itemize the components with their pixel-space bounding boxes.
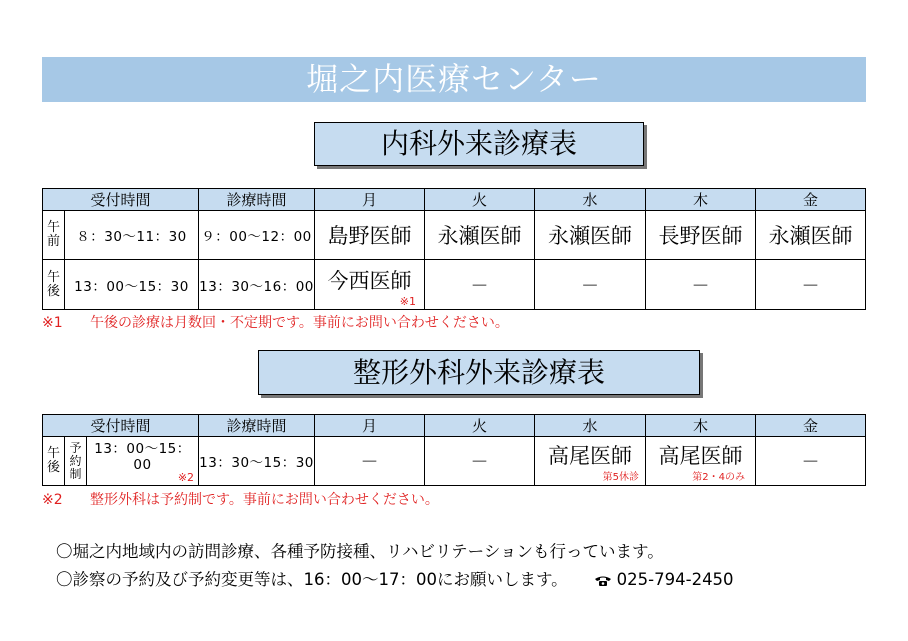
footnote-mark: ※2 xyxy=(42,492,63,508)
internal-medicine-schedule-table xyxy=(42,188,866,310)
header-consult: 診療時間 xyxy=(199,415,315,437)
phone-number[interactable]: 025-794-2450 xyxy=(616,570,734,589)
mon-doctor-cell xyxy=(315,260,425,310)
header-fri: 金 xyxy=(756,189,866,211)
mon-doctor: 今西医師 xyxy=(327,268,412,293)
thu-doctor: 長野医師 xyxy=(646,211,756,260)
info-line-visiting: 〇堀之内地域内の訪問診療、各種予防接種、リハビリテーションも行っています。 xyxy=(56,542,664,561)
orthopedics-title: 整形外科外来診療表 xyxy=(258,350,700,395)
mon-doctor: 島野医師 xyxy=(315,211,425,260)
consult-time: 13：30～16：00 xyxy=(199,260,315,310)
fri-doctor: － xyxy=(756,437,866,486)
tue-doctor: － xyxy=(425,260,535,310)
center-name-banner: 堀之内医療センター xyxy=(42,57,866,102)
thu-doctor: － xyxy=(646,260,756,310)
period-pm-label: 午 後 xyxy=(43,437,65,486)
table-row xyxy=(43,260,866,310)
reservation-label: 予 約 制 xyxy=(65,437,87,486)
fri-doctor: － xyxy=(756,260,866,310)
header-reception: 受付時間 xyxy=(43,415,199,437)
tue-doctor: － xyxy=(425,437,535,486)
mon-note: ※1 xyxy=(399,295,417,308)
footnote-2 xyxy=(42,489,439,509)
footnote-mark: ※1 xyxy=(42,315,63,331)
consult-time: ９：00～12：00 xyxy=(199,211,315,260)
tue-doctor: 永瀬医師 xyxy=(425,211,535,260)
wed-doctor: 永瀬医師 xyxy=(535,211,646,260)
thu-doctor: 高尾医師 xyxy=(658,444,743,468)
fri-doctor: 永瀬医師 xyxy=(756,211,866,260)
reception-note: ※2 xyxy=(177,471,195,484)
phone-number-group xyxy=(594,570,734,589)
wed-note: 第5休診 xyxy=(602,472,640,483)
table-row xyxy=(43,437,866,486)
wed-doctor: － xyxy=(535,260,646,310)
reception-time: 13：00～15：30 xyxy=(65,260,199,310)
table-header-row xyxy=(43,415,866,437)
table-row xyxy=(43,211,866,260)
header-thu: 木 xyxy=(646,189,756,211)
wed-doctor: 高尾医師 xyxy=(548,444,633,468)
mon-doctor: － xyxy=(315,437,425,486)
period-pm-label: 午 後 xyxy=(43,260,65,310)
consult-time: 13：30～15：30 xyxy=(199,437,315,486)
header-fri: 金 xyxy=(756,415,866,437)
reception-time: 13：00～15：00 xyxy=(94,441,191,473)
internal-medicine-title: 内科外来診療表 xyxy=(314,122,644,166)
thu-note: 第2・4のみ xyxy=(692,472,746,483)
header-wed: 水 xyxy=(535,189,646,211)
footnote-text: 午後の診療は月数回・不定期です。事前にお問い合わせください。 xyxy=(90,315,509,331)
table-header-row xyxy=(43,189,866,211)
reservation-hours-text: 〇診察の予約及び予約変更等は、16：00～17：00にお願いします。 xyxy=(56,570,568,589)
orthopedics-schedule-table xyxy=(42,414,866,486)
thu-doctor-cell xyxy=(646,437,756,486)
header-reception: 受付時間 xyxy=(43,189,199,211)
wed-doctor-cell xyxy=(535,437,646,486)
header-mon: 月 xyxy=(315,189,425,211)
header-tue: 火 xyxy=(425,189,535,211)
reception-time: ８：30～11：30 xyxy=(65,211,199,260)
period-am-label: 午 前 xyxy=(43,211,65,260)
header-tue: 火 xyxy=(425,415,535,437)
reception-time-cell xyxy=(87,437,199,486)
header-thu: 木 xyxy=(646,415,756,437)
header-consult: 診療時間 xyxy=(199,189,315,211)
footnote-text: 整形外科は予約制です。事前にお問い合わせください。 xyxy=(90,492,439,508)
header-mon: 月 xyxy=(315,415,425,437)
telephone-icon xyxy=(594,575,612,587)
footnote-1 xyxy=(42,312,509,332)
header-wed: 水 xyxy=(535,415,646,437)
info-line-reservation xyxy=(56,566,734,590)
